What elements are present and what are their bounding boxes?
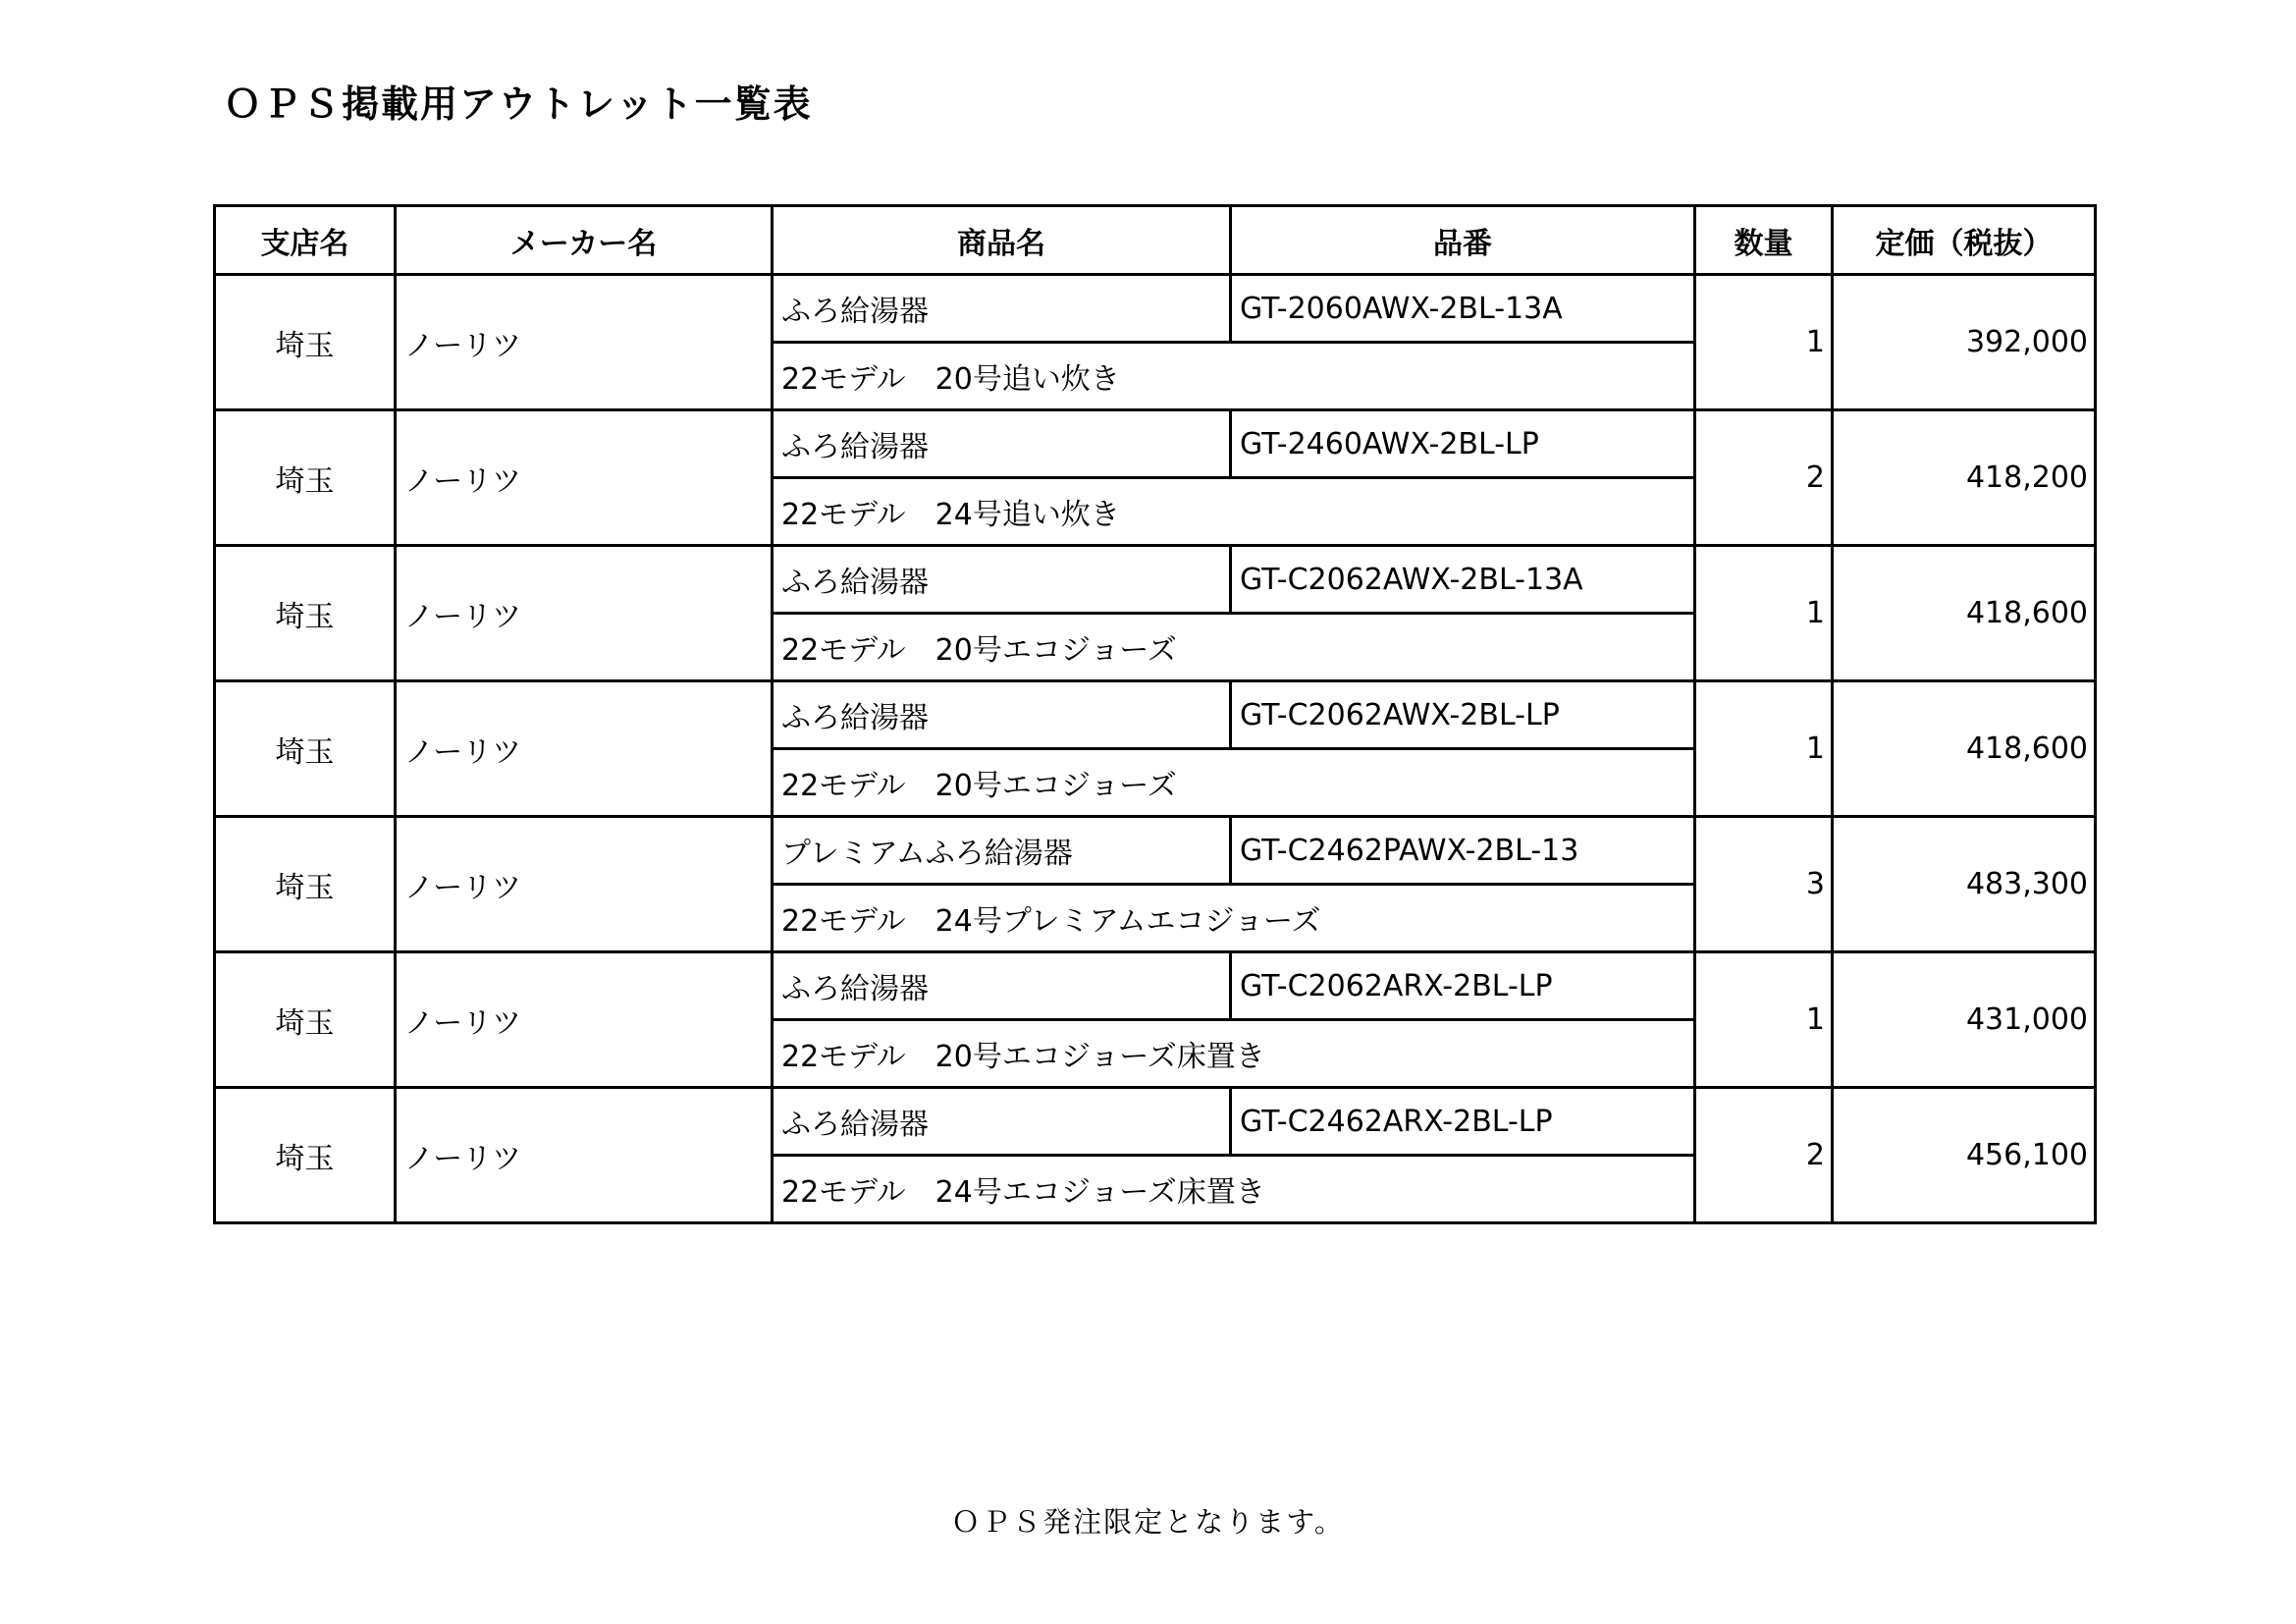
part-number-cell: GT-C2062ARX-2BL-LP	[1231, 952, 1695, 1020]
quantity-cell: 2	[1695, 410, 1833, 546]
table-row	[215, 681, 2096, 749]
column-header-price: 定価（税抜）	[1833, 206, 2096, 275]
footer-note: ＯＰＳ発注限定となります。	[951, 1505, 1345, 1539]
quantity-cell: 3	[1695, 817, 1833, 952]
outlet-table	[213, 204, 2097, 1224]
maker-cell: ノーリツ	[396, 817, 773, 952]
product-cell: ふろ給湯器	[773, 410, 1231, 478]
page-title: ＯＰＳ掲載用アウトレット一覧表	[224, 82, 813, 126]
part-number-cell: GT-2460AWX-2BL-LP	[1231, 410, 1695, 478]
branch-cell: 埼玉	[215, 1088, 396, 1223]
part-number-cell: GT-C2462ARX-2BL-LP	[1231, 1088, 1695, 1156]
maker-cell: ノーリツ	[396, 681, 773, 817]
description-cell: 22モデル 20号エコジョーズ	[773, 749, 1695, 817]
table-row	[215, 275, 2096, 343]
description-cell: 22モデル 24号エコジョーズ床置き	[773, 1156, 1695, 1223]
quantity-cell: 1	[1695, 952, 1833, 1088]
product-cell: ふろ給湯器	[773, 275, 1231, 343]
branch-cell: 埼玉	[215, 817, 396, 952]
part-number-cell: GT-C2062AWX-2BL-13A	[1231, 546, 1695, 614]
column-header-part-number: 品番	[1231, 206, 1695, 275]
description-cell: 22モデル 20号エコジョーズ床置き	[773, 1020, 1695, 1088]
column-header-maker: メーカー名	[396, 206, 773, 275]
description-cell: 22モデル 20号追い炊き	[773, 343, 1695, 410]
table-row	[215, 546, 2096, 614]
price-cell: 392,000	[1833, 275, 2096, 410]
column-header-branch: 支店名	[215, 206, 396, 275]
price-cell: 431,000	[1833, 952, 2096, 1088]
branch-cell: 埼玉	[215, 546, 396, 681]
maker-cell: ノーリツ	[396, 410, 773, 546]
maker-cell: ノーリツ	[396, 1088, 773, 1223]
table-row	[215, 410, 2096, 478]
product-cell: ふろ給湯器	[773, 681, 1231, 749]
branch-cell: 埼玉	[215, 952, 396, 1088]
branch-cell: 埼玉	[215, 681, 396, 817]
product-cell: ふろ給湯器	[773, 546, 1231, 614]
price-cell: 418,600	[1833, 546, 2096, 681]
part-number-cell: GT-C2062AWX-2BL-LP	[1231, 681, 1695, 749]
table-row	[215, 952, 2096, 1020]
quantity-cell: 1	[1695, 681, 1833, 817]
table-header-row	[215, 206, 2096, 275]
description-cell: 22モデル 20号エコジョーズ	[773, 614, 1695, 681]
product-cell: プレミアムふろ給湯器	[773, 817, 1231, 885]
quantity-cell: 1	[1695, 546, 1833, 681]
maker-cell: ノーリツ	[396, 546, 773, 681]
maker-cell: ノーリツ	[396, 952, 773, 1088]
price-cell: 456,100	[1833, 1088, 2096, 1223]
maker-cell: ノーリツ	[396, 275, 773, 410]
column-header-product: 商品名	[773, 206, 1231, 275]
quantity-cell: 2	[1695, 1088, 1833, 1223]
quantity-cell: 1	[1695, 275, 1833, 410]
description-cell: 22モデル 24号プレミアムエコジョーズ	[773, 885, 1695, 952]
branch-cell: 埼玉	[215, 275, 396, 410]
table-row	[215, 817, 2096, 885]
product-cell: ふろ給湯器	[773, 1088, 1231, 1156]
product-cell: ふろ給湯器	[773, 952, 1231, 1020]
column-header-quantity: 数量	[1695, 206, 1833, 275]
table-row	[215, 1088, 2096, 1156]
part-number-cell: GT-2060AWX-2BL-13A	[1231, 275, 1695, 343]
price-cell: 418,200	[1833, 410, 2096, 546]
price-cell: 418,600	[1833, 681, 2096, 817]
price-cell: 483,300	[1833, 817, 2096, 952]
part-number-cell: GT-C2462PAWX-2BL-13	[1231, 817, 1695, 885]
branch-cell: 埼玉	[215, 410, 396, 546]
description-cell: 22モデル 24号追い炊き	[773, 478, 1695, 546]
